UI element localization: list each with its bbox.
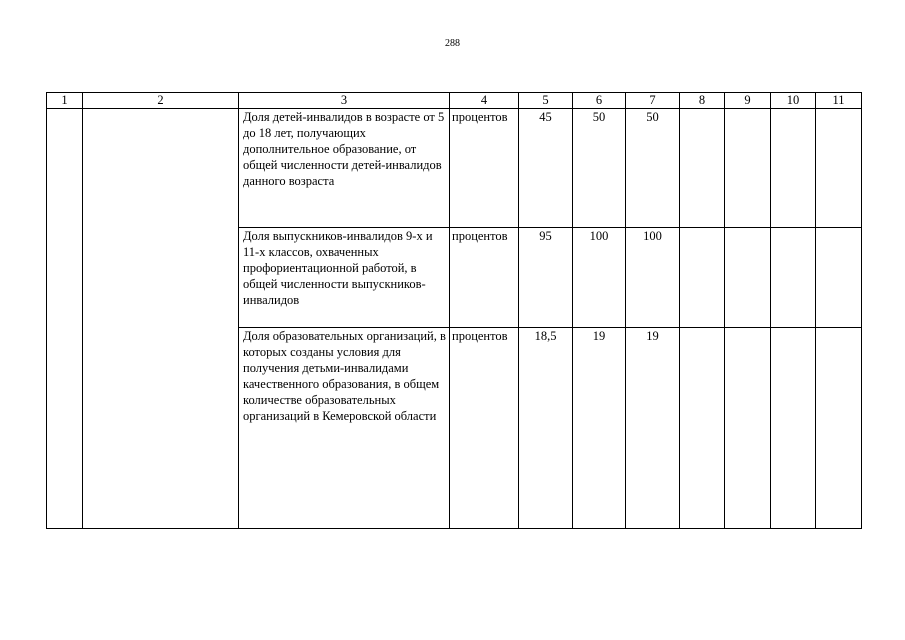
unit-cell: процентов (450, 328, 519, 529)
value-col6-cell: 19 (573, 328, 626, 529)
column-header-11: 11 (816, 93, 862, 109)
value-col6-cell: 50 (573, 109, 626, 228)
column-header-10: 10 (771, 93, 816, 109)
value-col5-cell: 95 (519, 228, 573, 328)
indicator-cell: Доля выпускников-инвалидов 9-х и 11-х классов, охваченных профориентационной работой, в общей численности выпускников-инвалидов (239, 228, 450, 328)
column-header-3: 3 (239, 93, 450, 109)
value-col10-cell (771, 109, 816, 228)
column-header-1: 1 (47, 93, 83, 109)
table-row (47, 109, 862, 228)
indicator-cell: Доля детей-инвалидов в возрасте от 5 до 18 лет, получающих дополнительное образование, от общей численности детей-инвалидов данного возраста (239, 109, 450, 228)
value-col7-cell: 19 (626, 328, 680, 529)
indicators-table (46, 92, 862, 529)
column-header-9: 9 (725, 93, 771, 109)
column-header-5: 5 (519, 93, 573, 109)
value-col5-cell: 18,5 (519, 328, 573, 529)
unit-cell: процентов (450, 109, 519, 228)
value-col7-cell: 100 (626, 228, 680, 328)
indicator-cell: Доля образовательных организаций, в которых созданы условия для получения детьми-инвалидами качественного образования, в общем количестве образовательных организаций в Кемеровской области (239, 328, 450, 529)
value-col9-cell (725, 109, 771, 228)
column-header-7: 7 (626, 93, 680, 109)
value-col9-cell (725, 228, 771, 328)
value-col8-cell (680, 328, 725, 529)
value-col11-cell (816, 328, 862, 529)
value-col10-cell (771, 228, 816, 328)
column-header-4: 4 (450, 93, 519, 109)
column-header-8: 8 (680, 93, 725, 109)
column-number-row (47, 93, 862, 109)
value-col11-cell (816, 228, 862, 328)
page-number: 288 (445, 38, 460, 49)
value-col7-cell: 50 (626, 109, 680, 228)
column-2-cell (83, 109, 239, 529)
column-header-6: 6 (573, 93, 626, 109)
column-1-cell (47, 109, 83, 529)
unit-cell: процентов (450, 228, 519, 328)
value-col10-cell (771, 328, 816, 529)
value-col5-cell: 45 (519, 109, 573, 228)
value-col9-cell (725, 328, 771, 529)
value-col8-cell (680, 228, 725, 328)
value-col8-cell (680, 109, 725, 228)
column-header-2: 2 (83, 93, 239, 109)
value-col6-cell: 100 (573, 228, 626, 328)
value-col11-cell (816, 109, 862, 228)
